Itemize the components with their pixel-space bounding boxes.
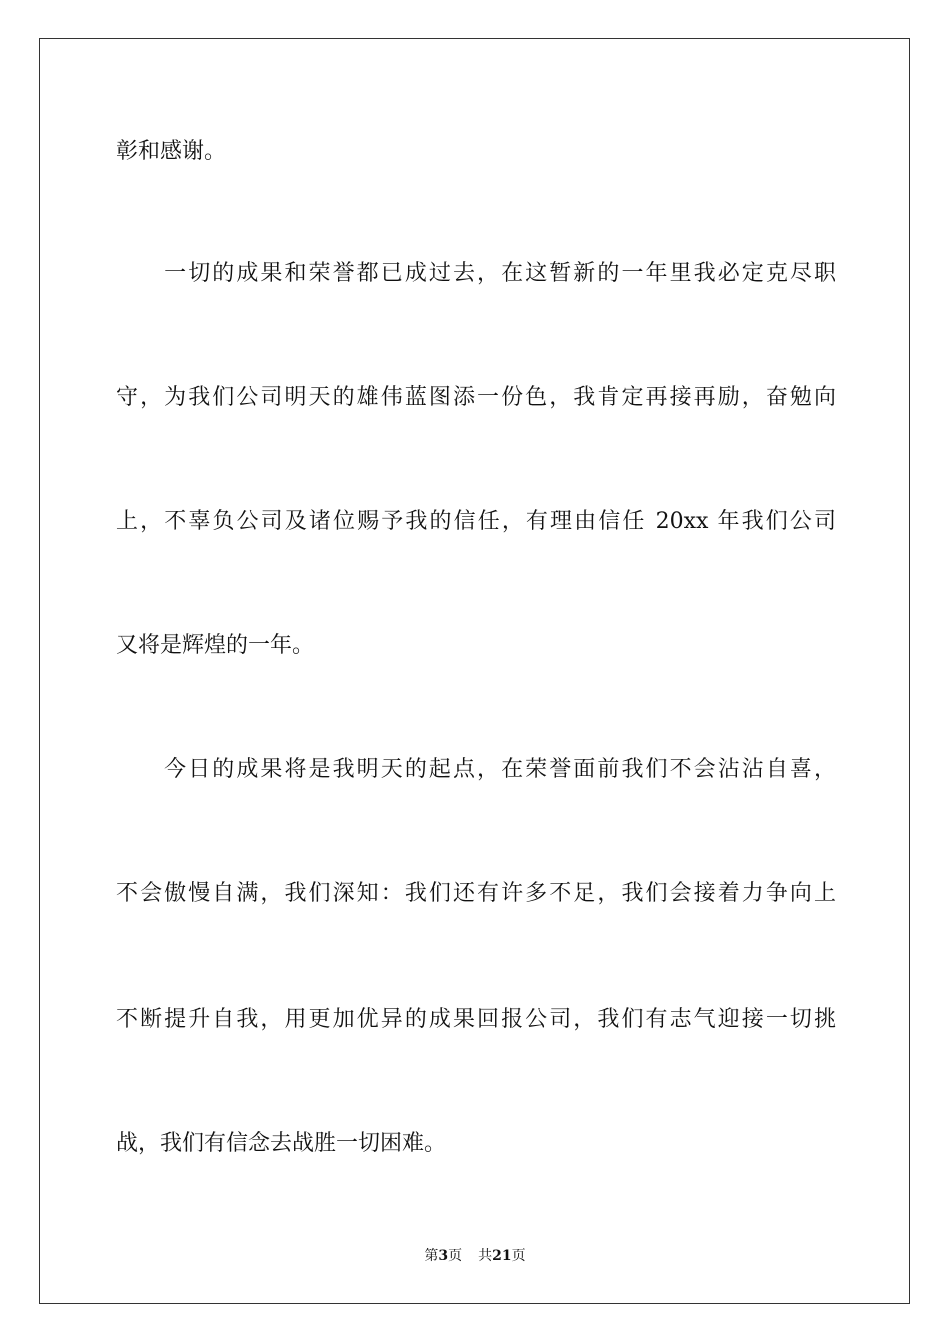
text-line: 不断提升自我，用更加优异的成果回报公司，我们有志气迎接一切挑 bbox=[116, 1007, 836, 1032]
page-footer bbox=[0, 1247, 950, 1265]
text-line: 战，我们有信念去战胜一切困难。 bbox=[116, 1131, 447, 1156]
text-line: 守，为我们公司明天的雄伟蓝图添一份色，我肯定再接再励，奋勉向 bbox=[116, 385, 836, 410]
page-number: 3 bbox=[438, 1248, 449, 1264]
total-prefix: 共 bbox=[478, 1248, 493, 1264]
text-line: 一切的成果和荣誉都已成过去，在这暂新的一年里我必定克尽职 bbox=[116, 261, 836, 286]
text-line: 今日的成果将是我明天的起点，在荣誉面前我们不会沾沾自喜， bbox=[116, 757, 836, 782]
text-line: 又将是辉煌的一年。 bbox=[116, 633, 315, 658]
page-border bbox=[39, 38, 910, 1304]
text-line: 上，不辜负公司及诸位赐予我的信任，有理由信任 20xx 年我们公司 bbox=[116, 509, 836, 534]
text-line: 不会傲慢自满，我们深知：我们还有许多不足，我们会接着力争向上 bbox=[116, 881, 836, 906]
text-line: 彰和感谢。 bbox=[116, 139, 227, 164]
total-suffix: 页 bbox=[511, 1248, 526, 1264]
page-prefix: 第 bbox=[424, 1248, 439, 1264]
total-pages: 21 bbox=[492, 1248, 512, 1264]
page-suffix: 页 bbox=[448, 1248, 463, 1264]
